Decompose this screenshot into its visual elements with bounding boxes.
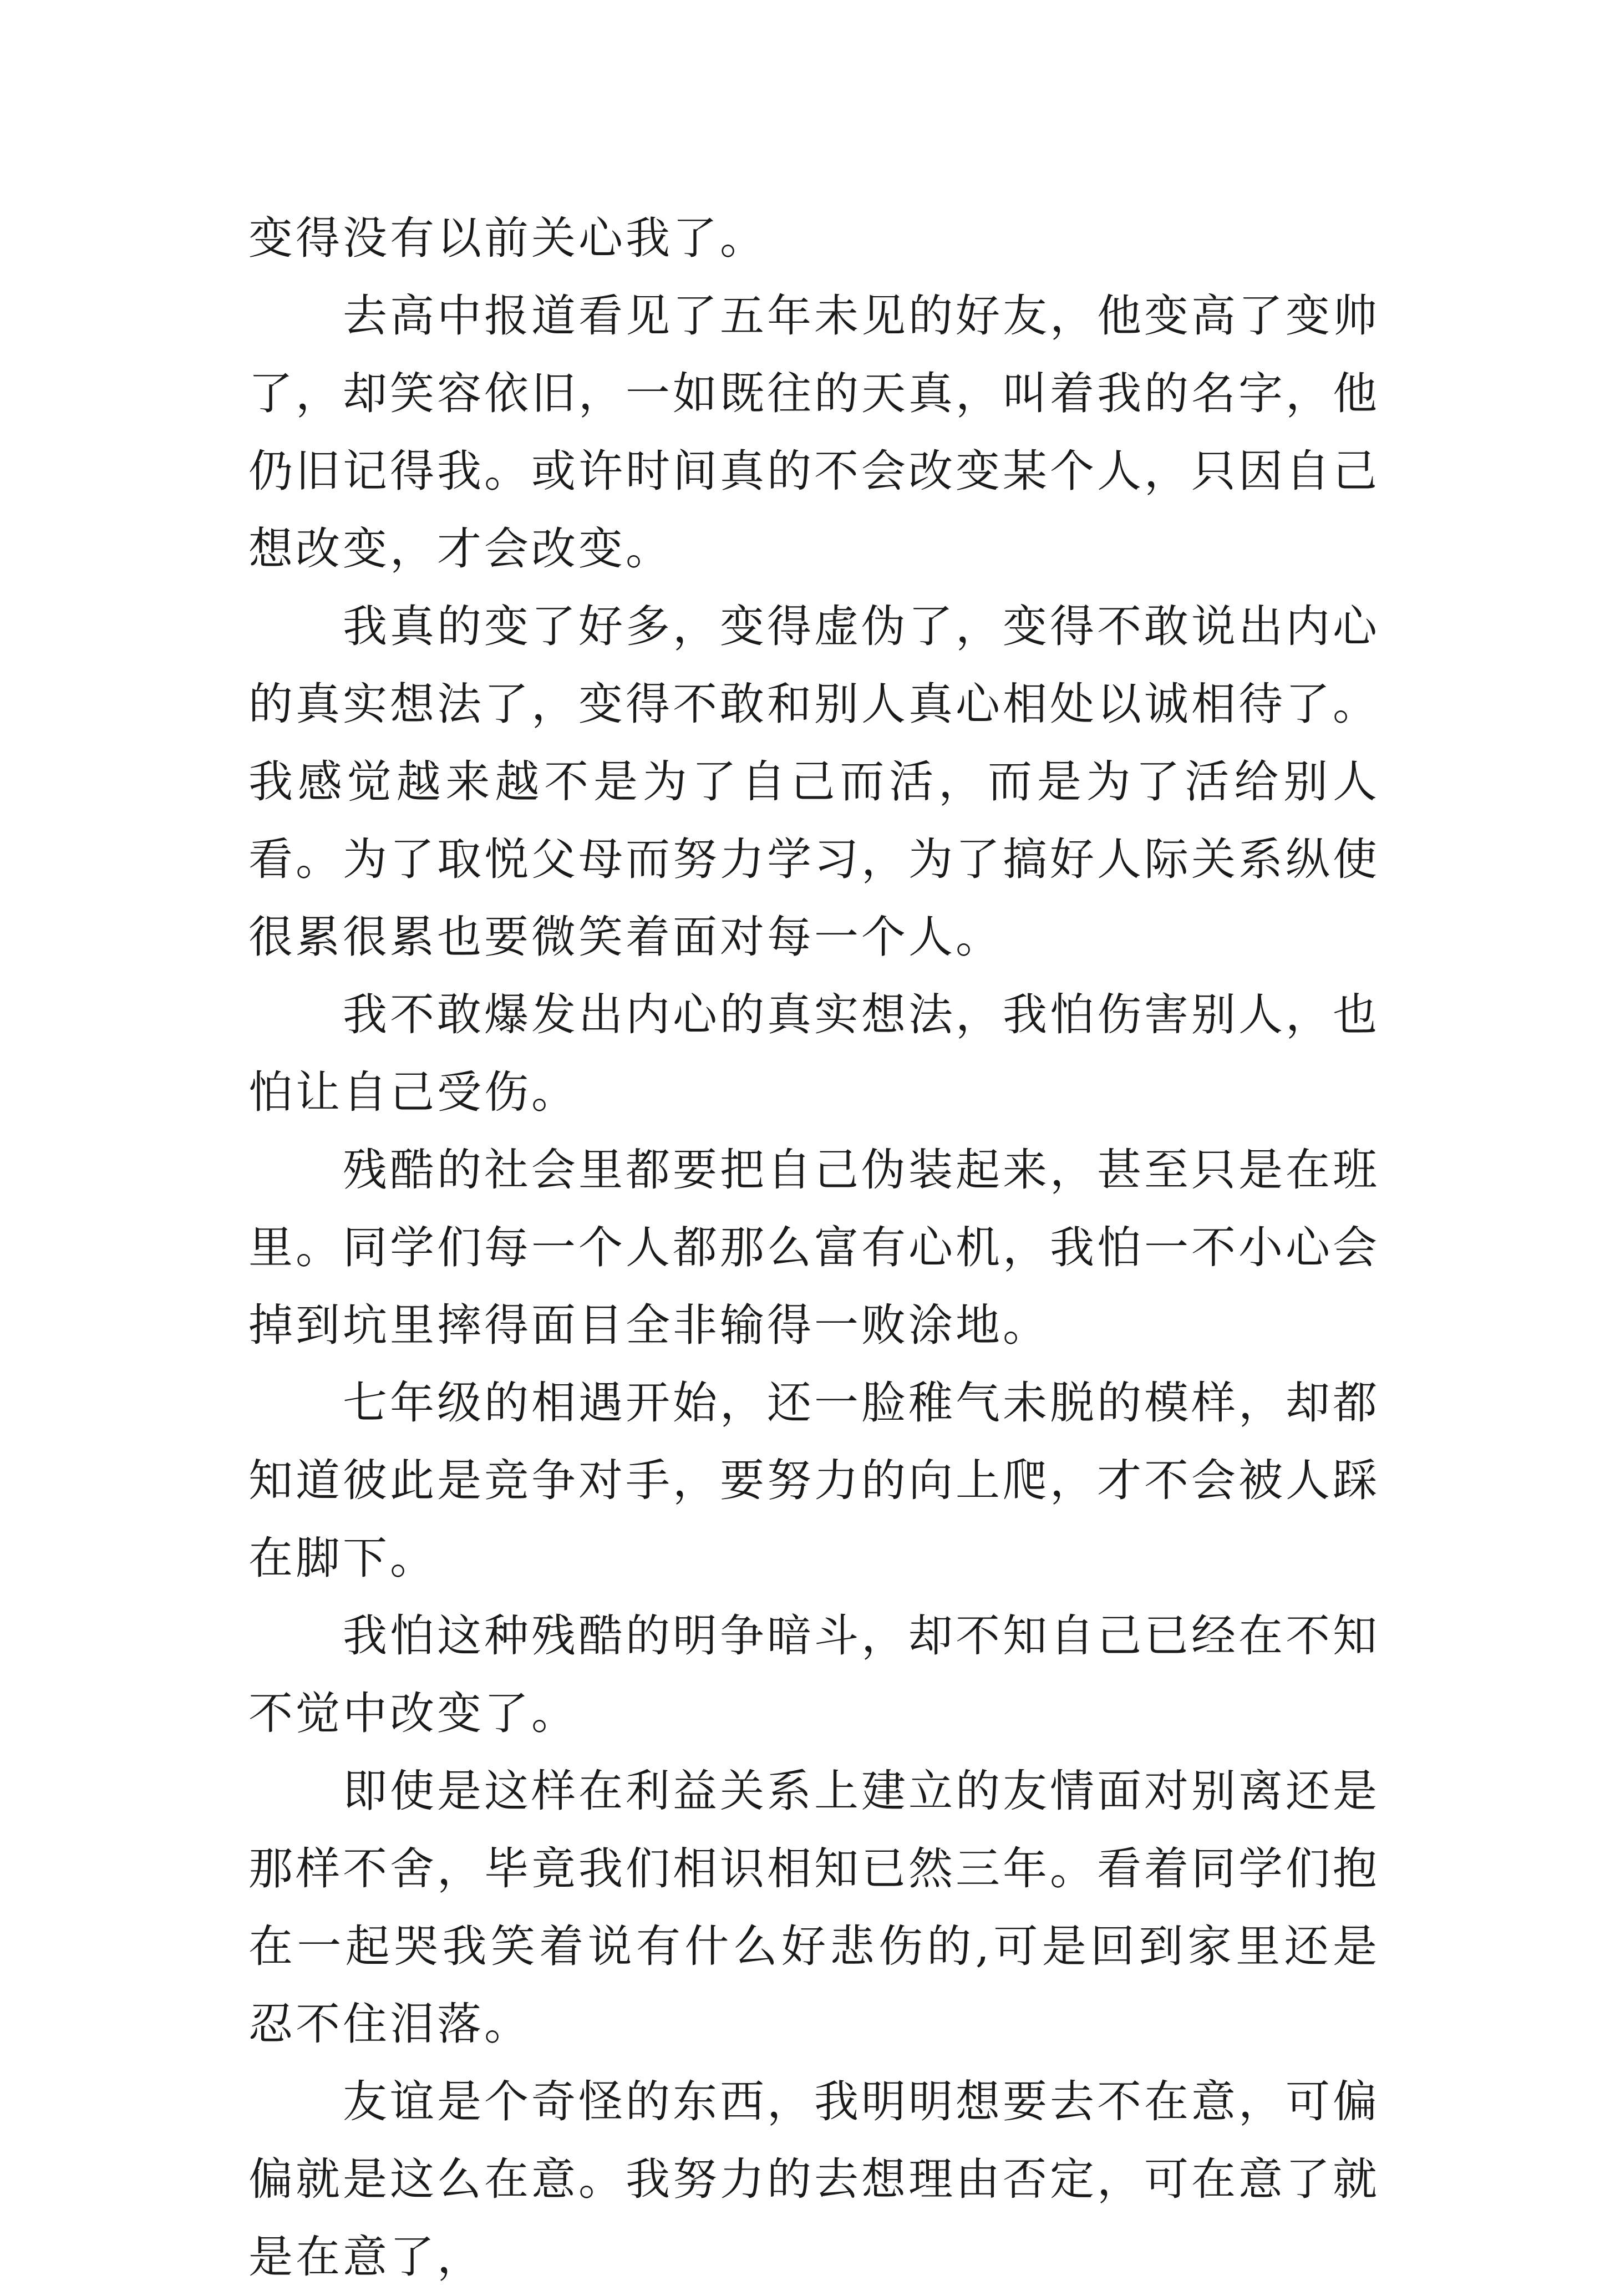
paragraph: 残酷的社会里都要把自己伪装起来，甚至只是在班里。同学们每一个人都那么富有心机，我怕一不小心会掉到坑里摔得面目全非输得一败涂地。 <box>248 1144 1380 1351</box>
paragraph: 去高中报道看见了五年未见的好友，他变高了变帅了，却笑容依旧，一如既往的天真，叫着我的名字，他仍旧记得我。或许时间真的不会改变某个人，只因自己想改变，才会改变。 <box>248 290 1380 575</box>
paragraph: 友谊是个奇怪的东西，我明明想要去不在意，可偏偏就是这么在意。我努力的去想理由否定，可在意了就是在意了， <box>248 2076 1380 2283</box>
paragraph: 即使是这样在利益关系上建立的友情面对别离还是那样不舍，毕竟我们相识相知已然三年。看着同学们抱在一起哭我笑着说有什么好悲伤的,可是回到家里还是忍不住泪落。 <box>248 1765 1380 2050</box>
paragraph: 我怕这种残酷的明争暗斗，却不知自己已经在不知不觉中改变了。 <box>248 1610 1380 1739</box>
paragraph: 我不敢爆发出内心的真实想法，我怕伤害别人，也怕让自己受伤。 <box>248 989 1380 1118</box>
paragraph: 七年级的相遇开始，还一脸稚气未脱的模样，却都知道彼此是竞争对手，要努力的向上爬，才不会被人踩在脚下。 <box>248 1377 1380 1584</box>
paragraph: 我真的变了好多，变得虚伪了，变得不敢说出内心的真实想法了，变得不敢和别人真心相处以诚相待了。我感觉越来越不是为了自己而活，而是为了活给别人看。为了取悦父母而努力学习，为了搞好人际关系纵使很累很累也要微笑着面对每一个人。 <box>248 601 1380 963</box>
document-body <box>248 200 1380 2296</box>
paragraph: 变得没有以前关心我了。 <box>248 212 767 264</box>
